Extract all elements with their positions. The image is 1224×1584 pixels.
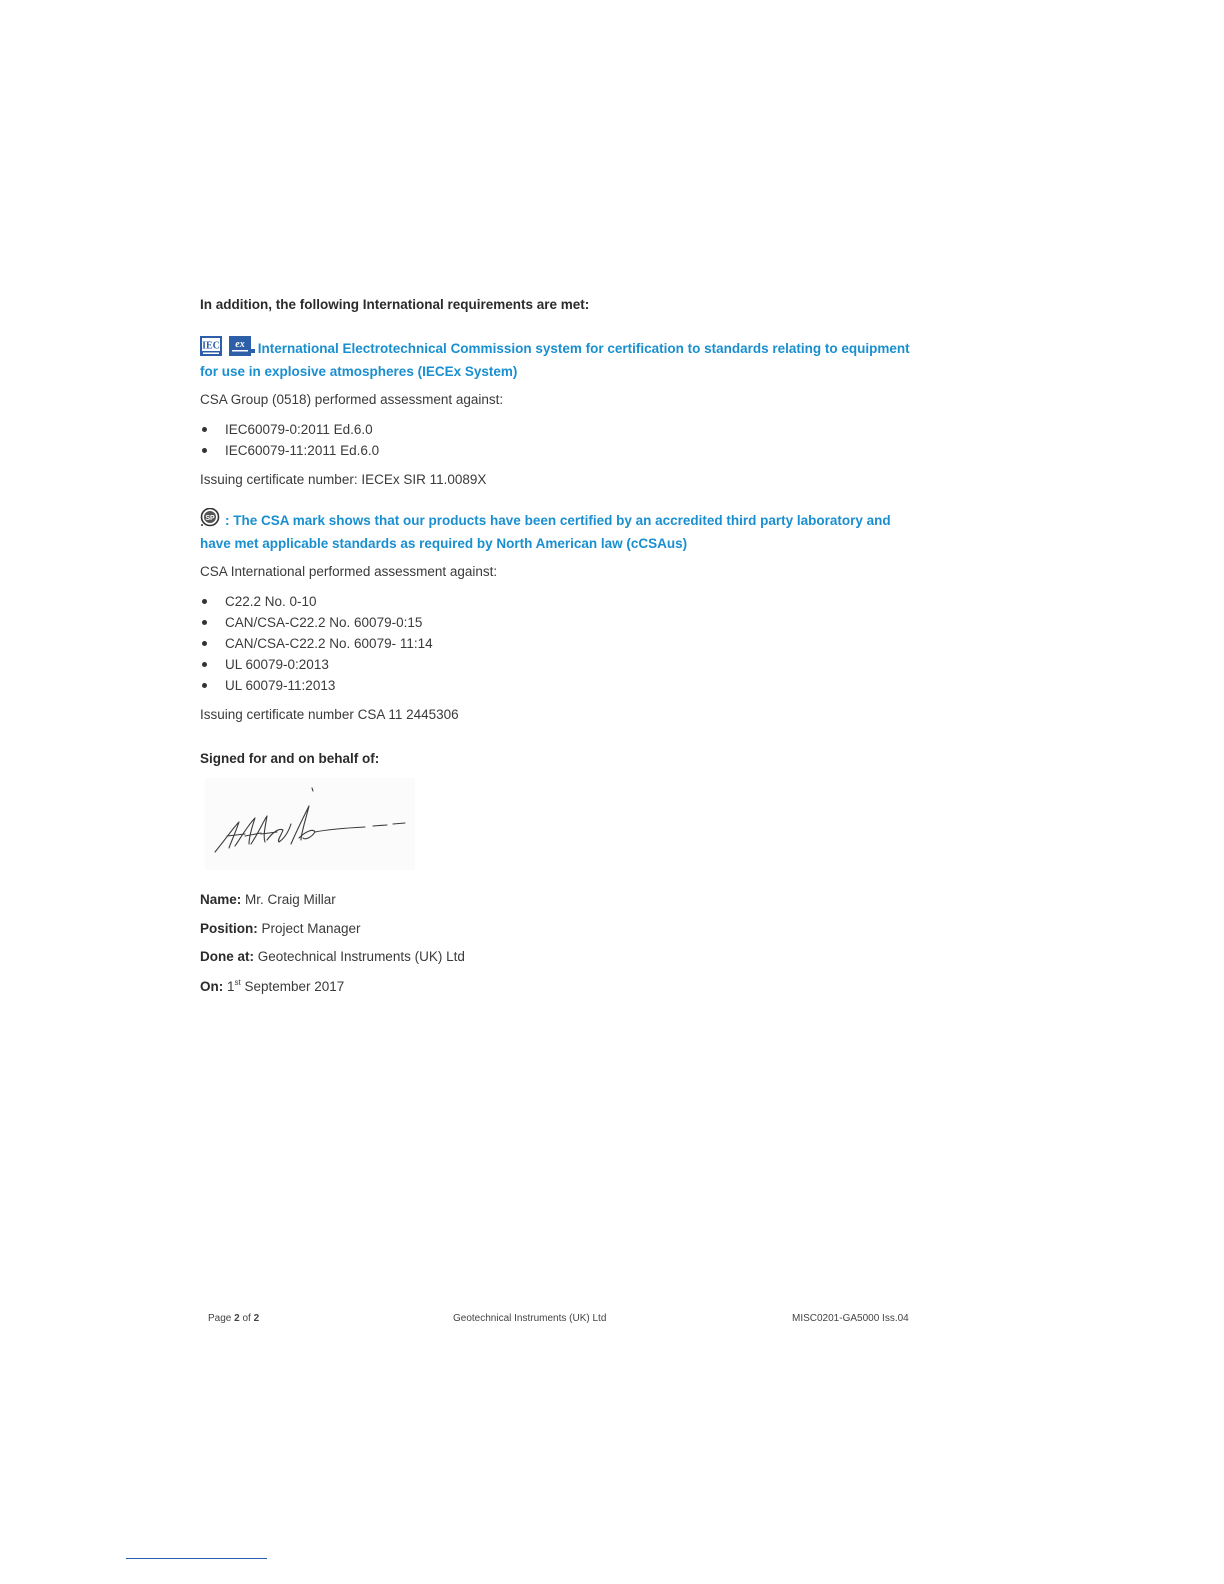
bullet-icon [202, 448, 207, 453]
position-label: Position: [200, 921, 258, 936]
date-suffix: st [234, 978, 241, 987]
name-value: Mr. Craig Millar [241, 892, 336, 907]
bullet-icon [202, 683, 207, 688]
svg-text:ex: ex [235, 339, 245, 350]
signed-label: Signed for and on behalf of: [200, 751, 380, 766]
date-label: On: [200, 979, 224, 994]
list-item: CAN/CSA-C22.2 No. 60079-0:15 [200, 612, 433, 633]
bullet-icon [202, 427, 207, 432]
iecex-standards-list [200, 419, 379, 461]
signature-image [205, 778, 415, 870]
list-item: UL 60079-0:2013 [200, 654, 433, 675]
bullet-icon [202, 641, 207, 646]
csa-logo-icon [200, 508, 222, 534]
footer-page-number: Page 2 of 2 [208, 1313, 260, 1324]
bullet-icon [202, 599, 207, 604]
done-at-value: Geotechnical Instruments (UK) Ltd [254, 949, 465, 964]
iecex-logo [229, 336, 255, 362]
csa-heading: SP : The CSA mark shows that our products have been certified by an accredited third party laboratory and have met applicable standards as required by North American law (cCSAus) [200, 508, 920, 554]
list-item: IEC60079-0:2011 Ed.6.0 [200, 419, 379, 440]
csa-assessment: CSA International performed assessment against: [200, 564, 498, 579]
csa-certificate-number: Issuing certificate number CSA 11 2445306 [200, 707, 459, 722]
date-rest: September 2017 [240, 979, 345, 994]
csa-standards-list [200, 591, 433, 696]
footer-doc-ref: MISC0201-GA5000 Iss.04 [792, 1313, 909, 1324]
done-at-label: Done at: [200, 949, 254, 964]
list-item: IEC60079-11:2011 Ed.6.0 [200, 440, 379, 461]
iec-logo [200, 336, 222, 362]
list-item: CAN/CSA-C22.2 No. 60079- 11:14 [200, 633, 433, 654]
svg-text:SP: SP [205, 515, 215, 522]
iecex-heading-text: International Electrotechnical Commission system for certification to standards relating to equipment for use in explosive atmospheres (IECEx System) [200, 341, 910, 379]
iecex-heading [200, 336, 920, 382]
date-line [200, 978, 344, 994]
intro-heading: In addition, the following International requirements are met: [200, 297, 590, 312]
list-item: UL 60079-11:2013 [200, 675, 433, 696]
position-value: Project Manager [257, 921, 361, 936]
footer-company: Geotechnical Instruments (UK) Ltd [453, 1313, 607, 1324]
iecex-certificate-number: Issuing certificate number: IECEx SIR 11.0089X [200, 472, 487, 487]
bullet-icon [202, 662, 207, 667]
list-item: C22.2 No. 0-10 [200, 591, 433, 612]
bullet-icon [202, 620, 207, 625]
bottom-rule [126, 1558, 267, 1559]
svg-text:IEC: IEC [202, 340, 220, 352]
done-at-line [200, 949, 465, 964]
date-day: 1 [223, 979, 235, 994]
name-label: Name: [200, 892, 242, 907]
iecex-assessment: CSA Group (0518) performed assessment against: [200, 392, 504, 407]
name-line [200, 892, 336, 907]
position-line [200, 921, 361, 936]
csa-heading-text: The CSA mark shows that our products have been certified by an accredited third party laboratory and have met applicable standards as required by North American law (cCSAus) [200, 513, 891, 551]
